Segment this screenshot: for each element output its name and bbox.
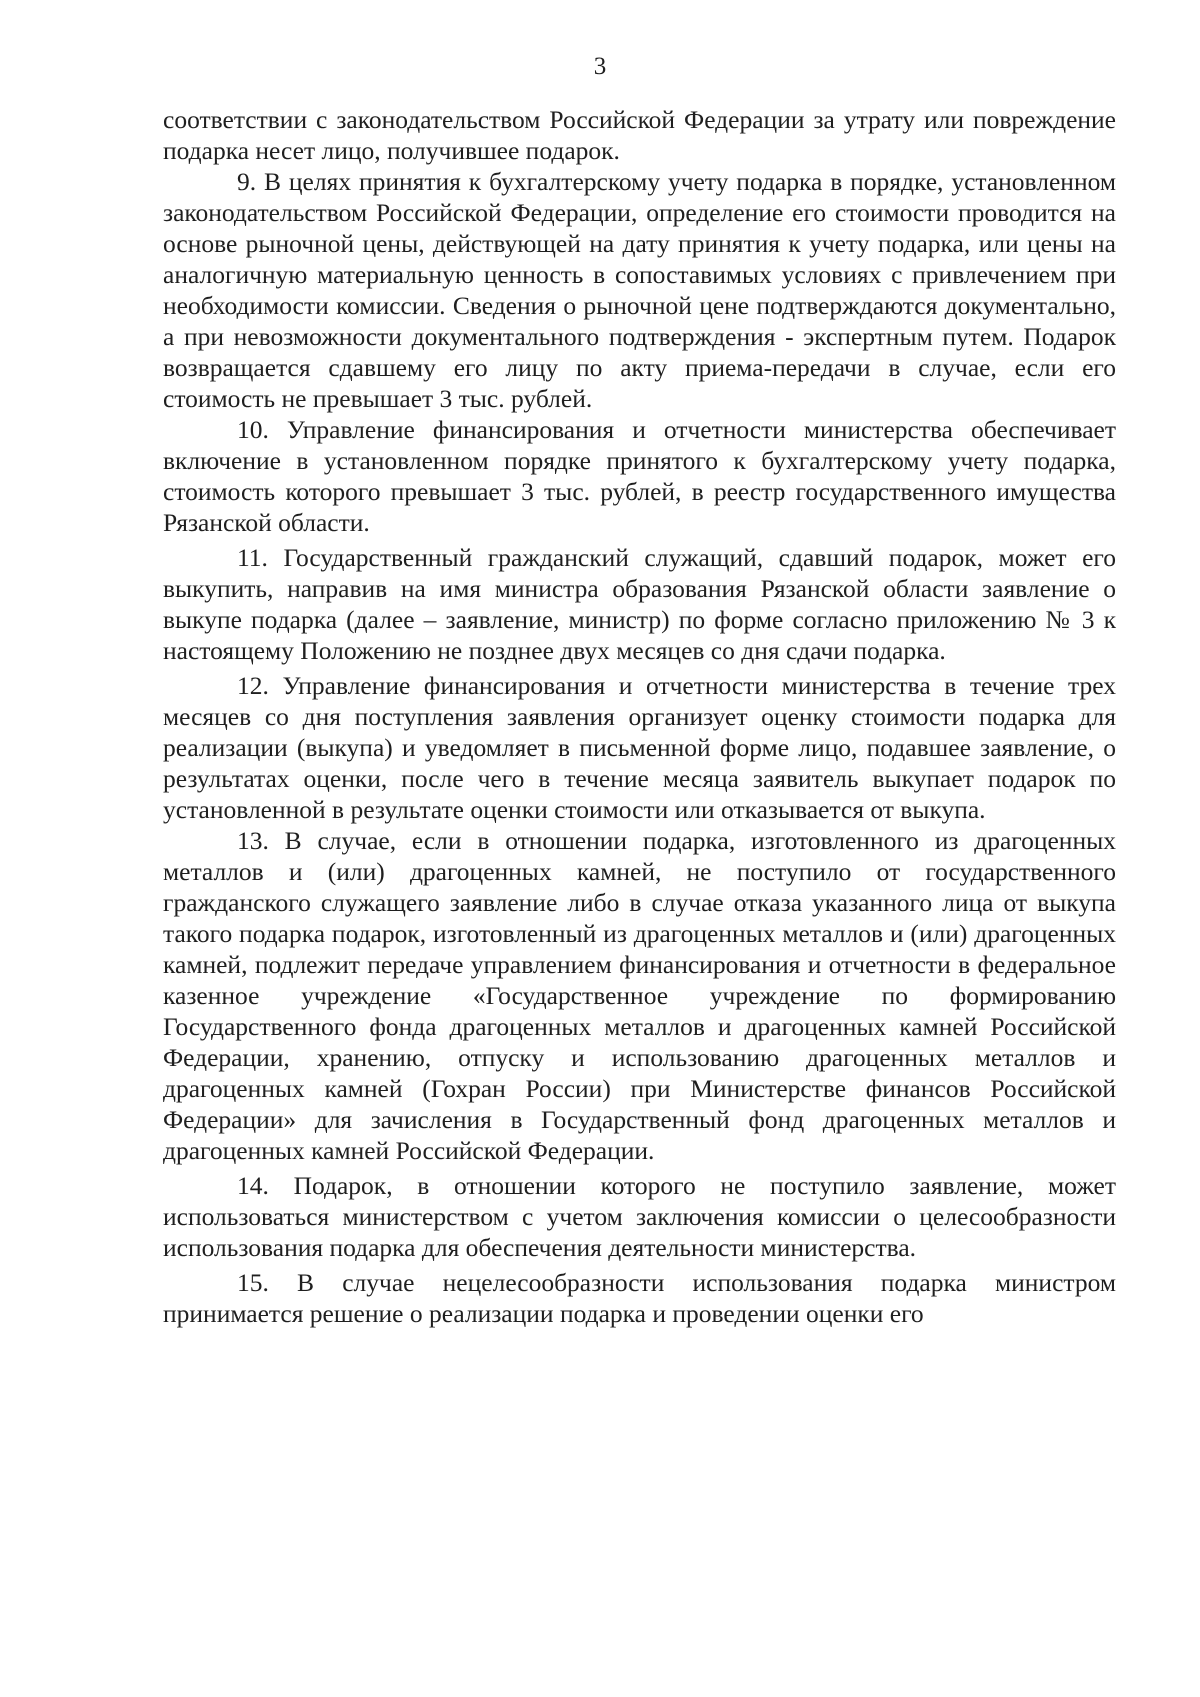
paragraph-13: 13. В случае, если в отношении подарка, изготовленного из драгоценных металлов и (или) драгоценных камней, не поступило от государственного гражданского служащего заявление либо в случае отказа указанного лица от выкупа такого подарка подарок, изготовленный из драгоценных металлов и (или) драгоценных камней, подлежит передаче управлением финансирования и отчетности в федеральное казенное учреждение «Государственное учреждение по формированию Государственного фонда драгоценных металлов и драгоценных камней Российской Федерации, хранению, отпуску и использованию драгоценных металлов и драгоценных камней (Гохран России) при Министерстве финансов Российской Федерации» для зачисления в Государственный фонд драгоценных металлов и драгоценных камней Российской Федерации. <box>163 826 1116 1165</box>
paragraph-10: 10. Управление финансирования и отчетности министерства обеспечивает включение в установленном порядке принятого к бухгалтерскому учету подарка, стоимость которого превышает 3 тыс. рублей, в реестр государственного имущества Рязанской области. <box>163 415 1116 537</box>
paragraph-12: 12. Управление финансирования и отчетности министерства в течение трех месяцев со дня поступления заявления организует оценку стоимости подарка для реализации (выкупа) и уведомляет в письменной форме лицо, подавшее заявление, о результатах оценки, после чего в течение месяца заявитель выкупает подарок по установленной в результате оценки стоимости или отказывается от выкупа. <box>163 671 1116 824</box>
paragraph-9: 9. В целях принятия к бухгалтерскому учету подарка в порядке, установленном законодательством Российской Федерации, определение его стоимости проводится на основе рыночной цены, действующей на дату принятия к учету подарка, или цены на аналогичную материальную ценность в сопоставимых условиях с привлечением при необходимости комиссии. Сведения о рыночной цене подтверждаются документально, а при невозможности документального подтверждения - экспертным путем. Подарок возвращается сдавшему его лицу по акту приема-передачи в случае, если его стоимость не превышает 3 тыс. рублей. <box>163 167 1116 413</box>
paragraph-15: 15. В случае нецелесообразности использования подарка министром принимается решение о реализации подарка и проведении оценки его <box>163 1268 1116 1328</box>
document-body <box>163 104 1116 1329</box>
paragraph-11: 11. Государственный гражданский служащий, сдавший подарок, может его выкупить, направив на имя министра образования Рязанской области заявление о выкупе подарка (далее – заявление, министр) по форме согласно приложению № 3 к настоящему Положению не позднее двух месяцев со дня сдачи подарка. <box>163 543 1116 665</box>
paragraph-14: 14. Подарок, в отношении которого не поступило заявление, может использоваться министерством с учетом заключения комиссии о целесообразности использования подарка для обеспечения деятельности министерства. <box>163 1171 1116 1262</box>
paragraph-continuation: соответствии с законодательством Российской Федерации за утрату или повреждение подарка несет лицо, получившее подарок. <box>163 105 1116 165</box>
page-number: 3 <box>593 53 607 80</box>
